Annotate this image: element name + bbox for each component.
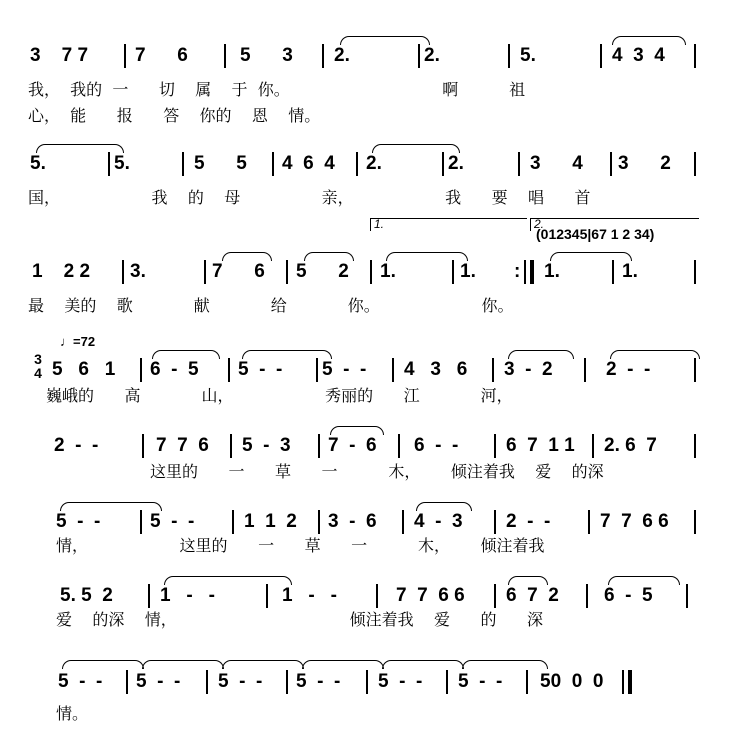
slur (152, 350, 220, 359)
barline (140, 358, 142, 382)
lyric-text: 国， 我 的 母 亲， 我 要 唱 首 (28, 188, 591, 207)
notes: 3. (130, 261, 146, 282)
notes: 3 4 (530, 153, 583, 174)
barline (272, 152, 274, 176)
barline (232, 510, 234, 534)
notes: 1. (622, 261, 638, 282)
barline (398, 434, 400, 458)
barline (122, 260, 124, 284)
lyrics-row-2 (0, 188, 730, 212)
barline (600, 44, 602, 68)
lyrics-row-3 (0, 296, 730, 320)
barline (370, 260, 372, 284)
notes: 3 - 2 (504, 359, 553, 380)
lyric-text: 最 美的 歌 献 给 你。 你。 (28, 296, 514, 315)
tie (242, 350, 332, 359)
tie (550, 252, 632, 261)
barline (586, 584, 588, 608)
lyrics-row-1a (0, 80, 730, 104)
notes: 2. (366, 153, 382, 174)
barline (612, 260, 614, 284)
tie (164, 576, 292, 585)
barline (366, 670, 368, 694)
notes: 5 2 (296, 261, 349, 282)
barline (622, 670, 624, 694)
barline (206, 670, 208, 694)
notes: 7 6 (135, 45, 188, 66)
repeat-sign: : (514, 261, 521, 282)
barline (142, 434, 144, 458)
lyric-text: 情。 (56, 704, 89, 723)
staff-row-1 (0, 38, 730, 78)
notes: 5 6 1 (52, 359, 116, 380)
slur (304, 252, 354, 261)
lyric-text: 我， 我的 一 切 属 于 你。 啊 祖 (28, 80, 526, 99)
staff-row-3 (0, 254, 730, 294)
tie (222, 660, 304, 669)
barline (494, 584, 496, 608)
tie (462, 660, 548, 669)
notes: 5 - - (218, 671, 263, 692)
barline (686, 584, 688, 608)
barline (204, 260, 206, 284)
tie (372, 144, 460, 153)
lyric-text: 巍峨的 高 山， 秀丽的 江 河， (46, 386, 513, 405)
notes: 5. (114, 153, 130, 174)
barline (140, 510, 142, 534)
notes: 5 - - (378, 671, 423, 692)
notes: 3 2 (618, 153, 671, 174)
notes: 6 - 5 (150, 359, 199, 380)
notes: 5 - - (296, 671, 341, 692)
barline (492, 358, 494, 382)
tempo-marking: ♩=72 (60, 334, 96, 349)
notes: 50 0 0 (540, 671, 604, 692)
time-signature-bottom: 4 (34, 365, 42, 381)
barline (694, 152, 696, 176)
barline (316, 358, 318, 382)
barline (148, 584, 150, 608)
barline (182, 152, 184, 176)
notes: 2 - - (606, 359, 651, 380)
notes: 5. (30, 153, 46, 174)
notes: 7 6 (212, 261, 265, 282)
notes: 4 - 3 (414, 511, 463, 532)
notes: 3 - 6 (328, 511, 377, 532)
notes: 2. (334, 45, 350, 66)
time-signature-top: 3 (34, 351, 42, 367)
barline (228, 358, 230, 382)
tie (340, 36, 430, 45)
tie (60, 502, 162, 511)
barline (124, 44, 126, 68)
volta-2-label: 2. (534, 217, 545, 231)
notes: 6 - 5 (604, 585, 653, 606)
notes: 1. (380, 261, 396, 282)
notes: 5 - - (322, 359, 367, 380)
notes: 2. (448, 153, 464, 174)
notes: 7 7 6 6 (396, 585, 465, 606)
notes: 1 - - (160, 585, 215, 606)
tie (302, 660, 384, 669)
notes: 5. 5 2 (60, 585, 113, 606)
lyrics-row-8 (0, 704, 730, 728)
notes: 6 - - (414, 435, 459, 456)
barline (694, 510, 696, 534)
notes: 5 - - (150, 511, 195, 532)
volta-1 (370, 218, 527, 231)
lyric-text: 爱 的深 情， 倾注着我 爱 的 深 (56, 610, 543, 629)
notes: 4 3 4 (612, 45, 665, 66)
barline (446, 670, 448, 694)
notes: 5 - - (58, 671, 103, 692)
slur (508, 576, 548, 585)
barline (402, 510, 404, 534)
barline (224, 44, 226, 68)
notes: 2. 6 7 (604, 435, 657, 456)
lyrics-row-6 (0, 536, 730, 560)
staff-row-2 (0, 146, 730, 186)
notes: 6 7 2 (506, 585, 559, 606)
barline (694, 358, 696, 382)
barline (286, 670, 288, 694)
notes: 1. (460, 261, 476, 282)
barline (508, 44, 510, 68)
notes: 2 - - (54, 435, 99, 456)
notes: 2 - - (506, 511, 551, 532)
notes: 5 - - (136, 671, 181, 692)
barline (266, 584, 268, 608)
bracket-notes: (012345|67 1 2 34) (536, 226, 655, 242)
notes: 7 - 6 (328, 435, 377, 456)
tie (386, 252, 468, 261)
barline (494, 434, 496, 458)
tie (62, 660, 144, 669)
barline (524, 260, 526, 284)
barline (518, 152, 520, 176)
barline (318, 434, 320, 458)
tie (142, 660, 224, 669)
barline (588, 510, 590, 534)
slur (608, 576, 680, 585)
barline (584, 358, 586, 382)
barline (230, 434, 232, 458)
barline (694, 44, 696, 68)
barline (286, 260, 288, 284)
notes: 4 6 4 (282, 153, 335, 174)
barline (376, 584, 378, 608)
tie (36, 144, 124, 153)
lyrics-row-7 (0, 610, 730, 634)
barline (108, 152, 110, 176)
barline (694, 260, 696, 284)
notes: 7 7 6 6 (600, 511, 669, 532)
notes: 1. (544, 261, 560, 282)
notes: 5. (520, 45, 536, 66)
notes: 7 7 6 (156, 435, 209, 456)
barline (494, 510, 496, 534)
barline (126, 670, 128, 694)
slur (612, 36, 686, 45)
notes: 5 - - (458, 671, 503, 692)
notes: 4 3 6 (404, 359, 468, 380)
barline (418, 44, 420, 68)
barline (610, 152, 612, 176)
lyric-text: 心， 能 报 答 你的 恩 情。 (28, 106, 321, 125)
barline-thick (530, 260, 534, 284)
barline (694, 434, 696, 458)
lyrics-row-1b (0, 106, 730, 130)
barline (452, 260, 454, 284)
tie (610, 350, 700, 359)
notes: 5 5 (194, 153, 247, 174)
staff-row-8 (0, 664, 730, 704)
lyric-text: 情， 这里的 一 草 一 木， 倾注着我 (56, 536, 545, 555)
notes-row-1: 3 7 7 (30, 45, 89, 66)
notes: 5 - - (238, 359, 283, 380)
notes: 5 - 3 (242, 435, 291, 456)
notes: 1 2 2 (32, 261, 91, 282)
barline (356, 152, 358, 176)
barline (442, 152, 444, 176)
barline (318, 510, 320, 534)
barline (392, 358, 394, 382)
notes: 5 3 (240, 45, 293, 66)
barline (322, 44, 324, 68)
slur (508, 350, 574, 359)
tie (382, 660, 464, 669)
notes: 5 - - (56, 511, 101, 532)
barline (592, 434, 594, 458)
volta-1-label: 1. (374, 217, 385, 231)
notes: 1 1 2 (244, 511, 297, 532)
lyrics-row-5 (0, 462, 730, 486)
notes: 2. (424, 45, 440, 66)
slur (222, 252, 272, 261)
notes: 6 7 1 1 (506, 435, 575, 456)
barline (526, 670, 528, 694)
notes: 1 - - (282, 585, 337, 606)
slur (330, 426, 384, 435)
slur (416, 502, 472, 511)
lyrics-row-4 (0, 386, 730, 410)
final-barline (628, 670, 632, 694)
lyric-text: 这里的 一 草 一 木， 倾注着我 爱 的深 (150, 462, 604, 481)
